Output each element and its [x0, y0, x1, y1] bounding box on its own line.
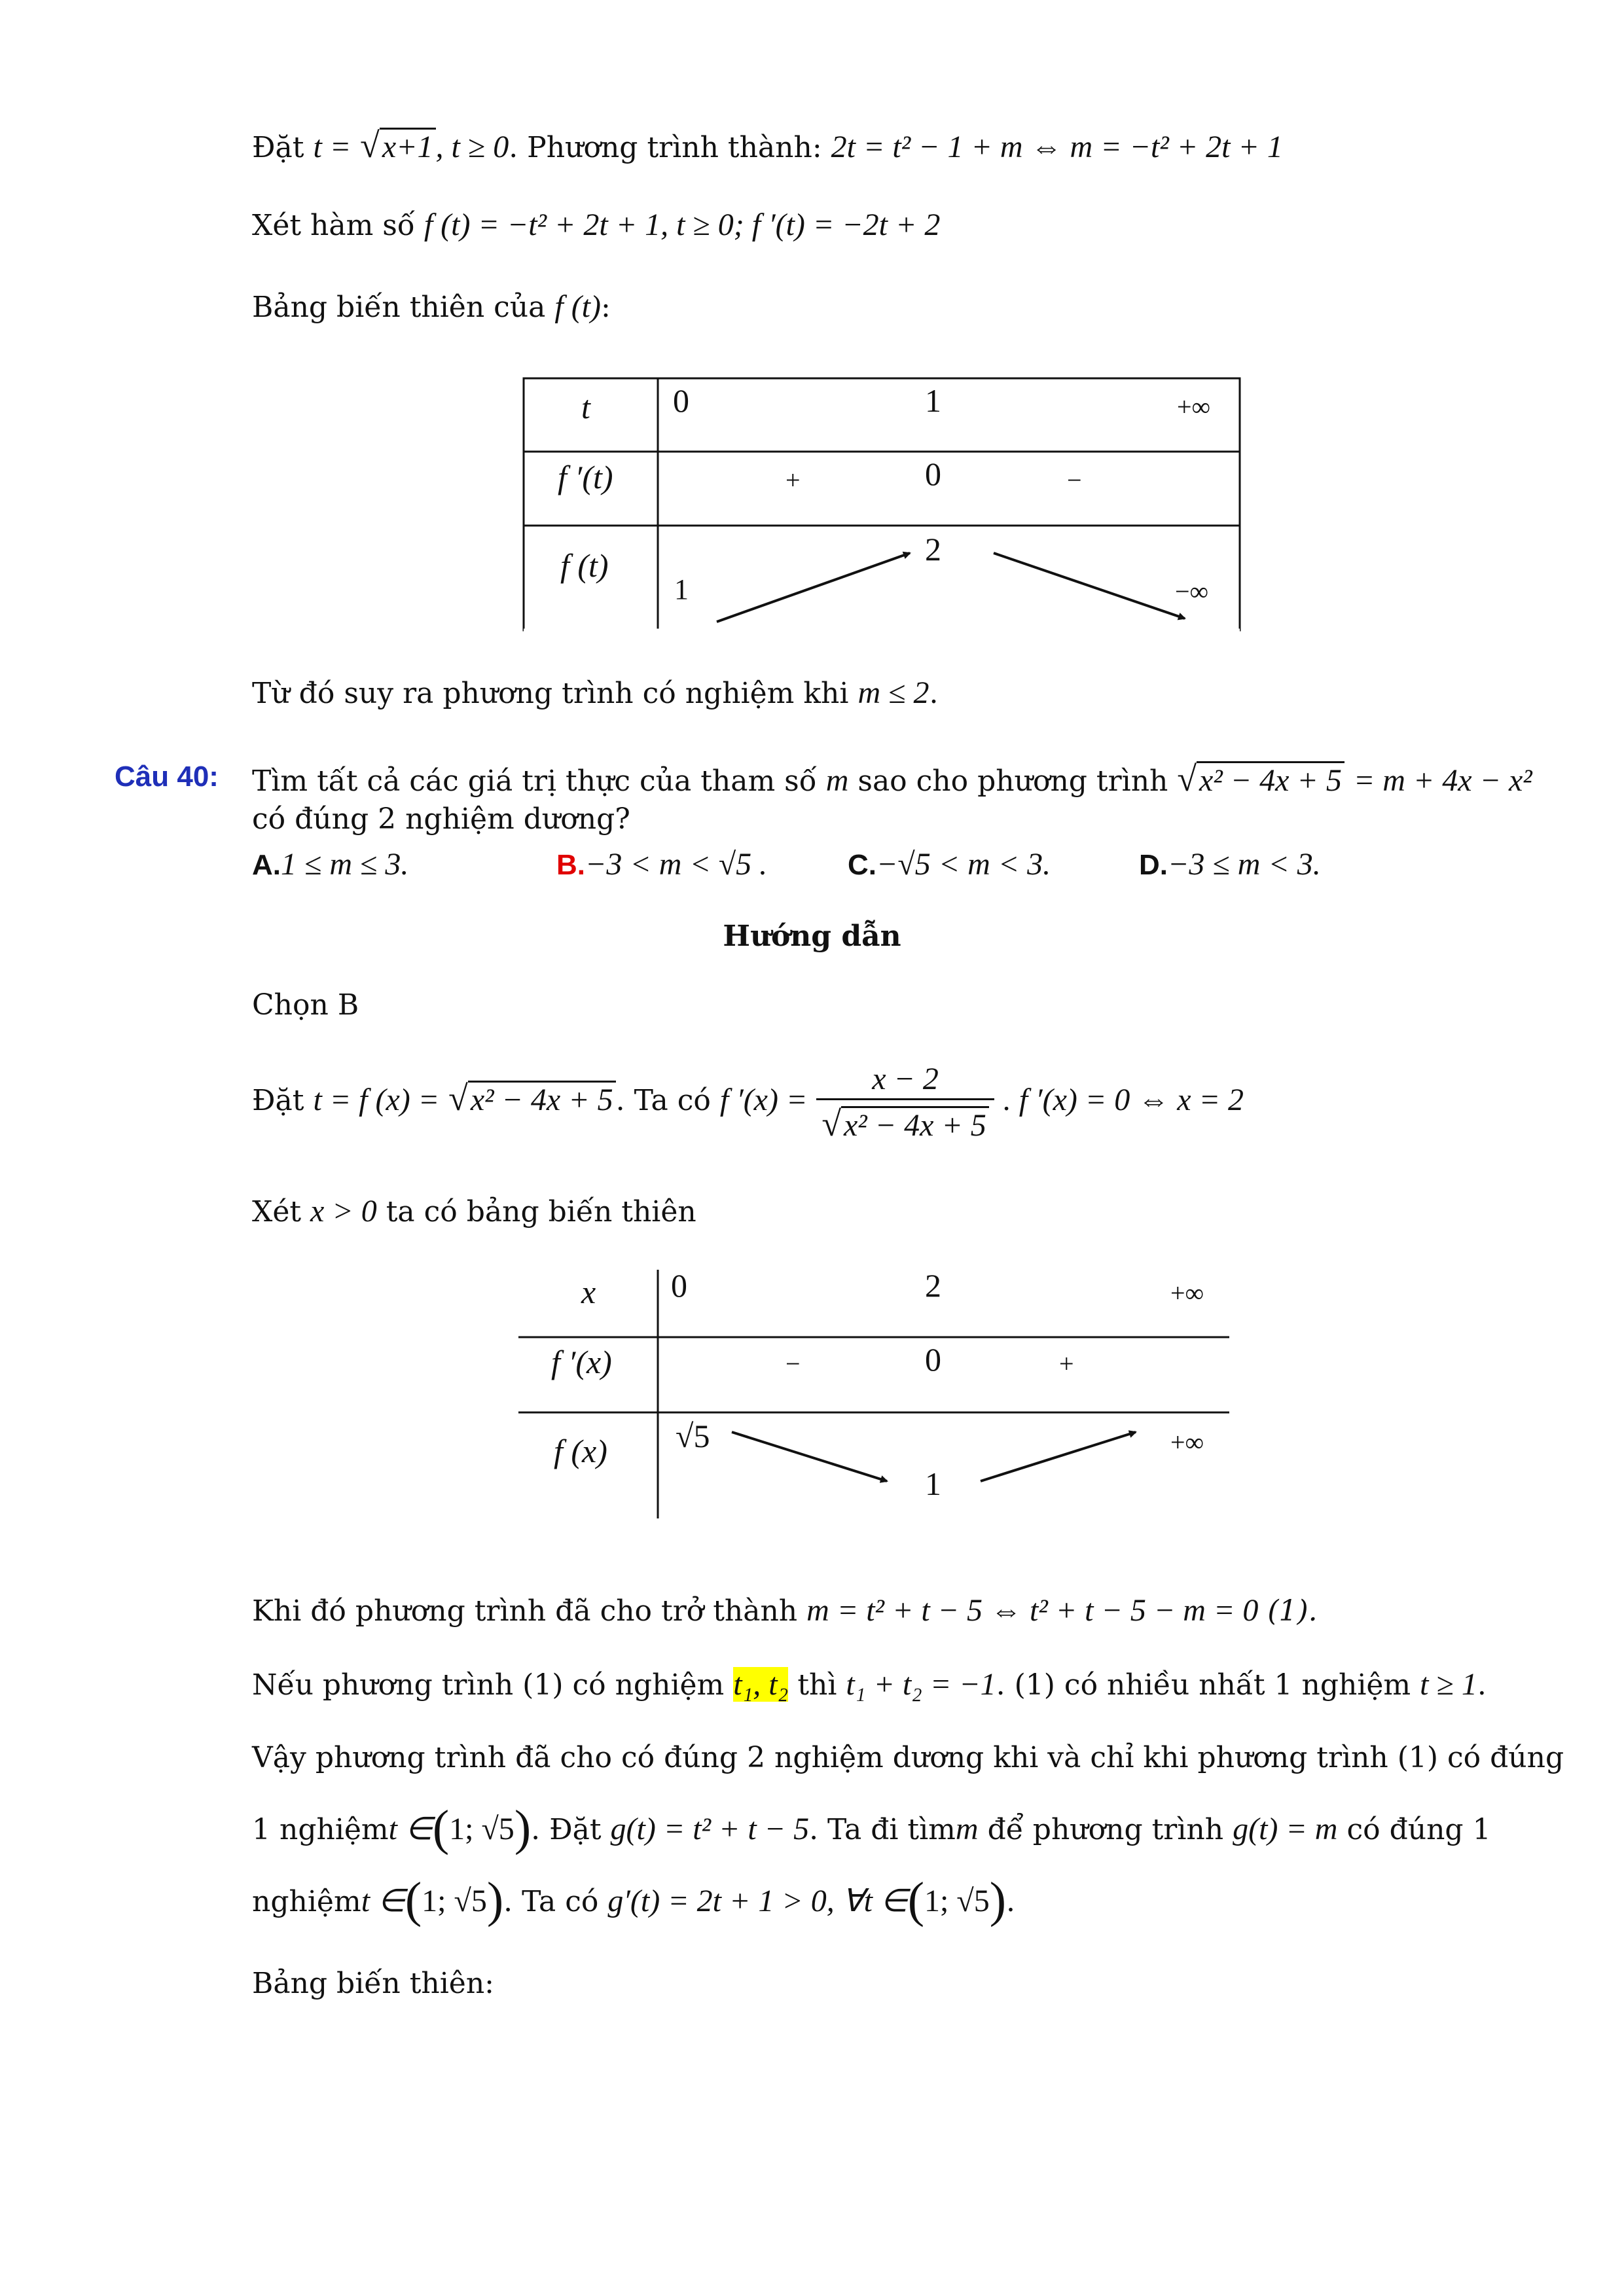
line-table-heading-2: Xét x > 0 ta có bảng biến thiên	[252, 1194, 696, 1229]
line-equation-1: Khi đó phương trình đã cho trở thành m = t² + t − 5 ⇔ t² + t − 5 − m = 0 (1).	[252, 1593, 1318, 1628]
table1-row-label-t: t	[581, 389, 590, 425]
table2-sign-minus: −	[785, 1349, 801, 1378]
derivative-fraction: $\frac{x - 2}{\text{√x² − 4x + 5}}$	[816, 1060, 994, 1145]
line-conclusion-1: Từ đó suy ra phương trình có nghiệm khi m ≤ 2.	[252, 675, 939, 710]
table2-x-2: 2	[925, 1267, 941, 1304]
table1-f-max: 2	[925, 531, 941, 567]
option-d: D.−3 ≤ m < 3.	[1139, 847, 1321, 882]
guide-heading: Hướng dẫn	[723, 920, 901, 953]
table2-f-end: +∞	[1170, 1427, 1204, 1457]
table2-row-label-x: x	[581, 1274, 596, 1310]
line-substitution: Đặt t = √x+1, t ≥ 0. Phương trình thành: 2t = t² − 1 + m ⇔ m = −t² + 2t + 1	[252, 126, 1283, 165]
table2-x-inf: +∞	[1170, 1278, 1204, 1308]
option-c: C.−√5 < m < 3.	[848, 847, 1051, 882]
table1-t-0: 0	[673, 382, 689, 419]
table2-row-label-fprime: f ′(x)	[551, 1344, 612, 1380]
option-b: B.−3 < m < √5 .	[556, 847, 768, 882]
table1-sign-plus: +	[785, 465, 801, 495]
line-g-derivative: nghiệmt ∈(1; √5). Ta có g′(t) = 2t + 1 > 0, ∀t ∈(1; √5).	[252, 1873, 1016, 1928]
table1-t-inf: +∞	[1177, 392, 1211, 422]
line-roots: Nếu phương trình (1) có nghiệm t₁, t₂ thì t₁ + t₂ = −1. (1) có nhiều nhất 1 nghiệm t ≥ 1.	[252, 1667, 1487, 1702]
line-table-heading-3: Bảng biến thiên:	[252, 1967, 494, 2000]
highlight-roots: t₁, t₂	[733, 1667, 789, 1702]
table2-x-0: 0	[671, 1267, 687, 1304]
line-function: Xét hàm số f (t) = −t² + 2t + 1, t ≥ 0; f ′(t) = −2t + 2	[252, 207, 941, 242]
table2-deriv-zero: 0	[925, 1341, 941, 1378]
table1-t-1: 1	[925, 382, 941, 419]
choose-answer: Chọn B	[252, 988, 359, 1022]
table2-sign-plus: +	[1059, 1349, 1074, 1378]
table1-row-label-fprime: f ′(t)	[558, 459, 613, 495]
table1-row-label-f: f (t)	[560, 547, 609, 584]
table2-arrow-up	[981, 1432, 1136, 1481]
line-conclusion-2: Vậy phương trình đã cho có đúng 2 nghiệm dương khi và chỉ khi phương trình (1) có đúng	[252, 1741, 1564, 1774]
table2-row-label-f: f (x)	[554, 1433, 607, 1469]
table1-f-start: 1	[674, 573, 689, 605]
table2-f-min: 1	[925, 1465, 941, 1502]
option-a: A.1 ≤ m ≤ 3.	[252, 847, 409, 882]
question-label: Câu 40:	[115, 761, 219, 793]
line-table-heading-1: Bảng biến thiên của f (t):	[252, 289, 611, 324]
question-text: Tìm tất cả các giá trị thực của tham số m sao cho phương trình √x² − 4x + 5 = m + 4x − x²	[252, 759, 1532, 798]
table1-deriv-zero: 0	[925, 456, 941, 492]
line-substitution-2: Đặt t = f (x) = √x² − 4x + 5. Ta có f ′(x) = $\frac{x - 2}{\text{√x² − 4x + 5}}$ . f ′(x) = 0 ⇔ x = 2	[252, 1060, 1244, 1145]
line-g-definition: 1 nghiệmt ∈(1; √5). Đặt g(t) = t² + t − 5. Ta đi tìmm để phương trình g(t) = m có đúng 1	[252, 1801, 1491, 1856]
table2-arrow-down	[732, 1432, 887, 1481]
table1-f-end: −∞	[1175, 577, 1209, 606]
question-text-2: có đúng 2 nghiệm dương?	[252, 802, 630, 836]
table1-sign-minus: −	[1067, 465, 1082, 495]
table2-f-start: √5	[676, 1418, 710, 1454]
